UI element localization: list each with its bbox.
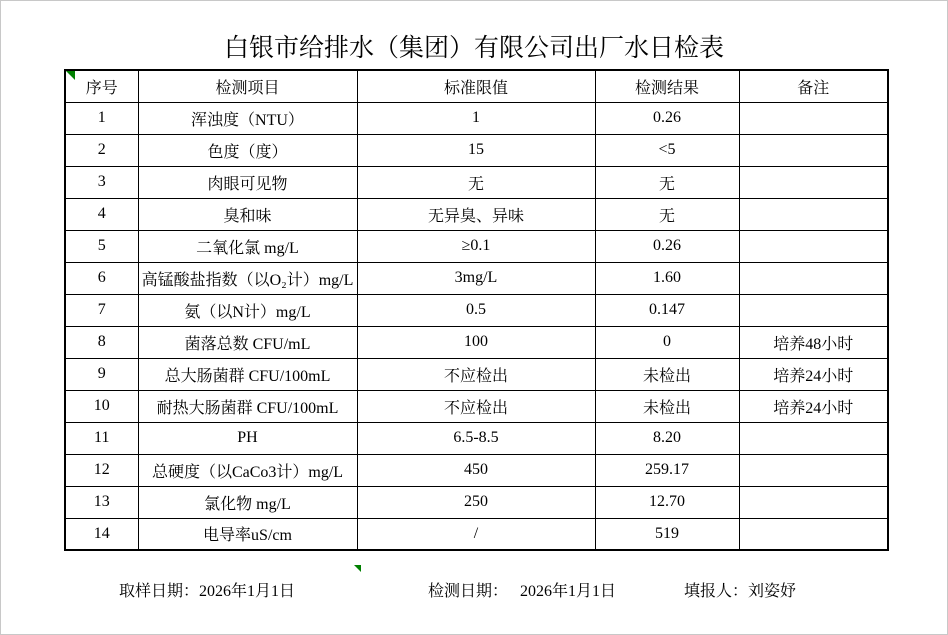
cell-result: 无 [595,166,739,198]
cell-remark [739,230,888,262]
cell-remark [739,294,888,326]
cell-seq: 6 [65,262,138,294]
cell-limit: 无 [357,166,595,198]
page-title: 白银市给排水（集团）有限公司出厂水日检表 [223,35,724,62]
cell-result: 0.26 [595,102,739,134]
testing-date-label: 检测日期： [428,583,509,600]
excel-flag-icon [354,565,361,572]
header-result: 检测结果 [595,70,739,102]
cell-result: 未检出 [595,390,739,422]
cell-result: 0.26 [595,230,739,262]
cell-seq: 13 [65,486,138,518]
table-row [65,102,888,134]
cell-seq: 1 [65,102,138,134]
table-row [65,230,888,262]
cell-remark [739,518,888,550]
cell-remark [739,166,888,198]
cell-remark [739,454,888,486]
cell-limit: / [357,518,595,550]
table-row [65,390,888,422]
cell-remark: 培养24小时 [739,358,888,390]
cell-item: 二氧化氯 mg/L [138,230,357,262]
cell-item: 总大肠菌群 CFU/100mL [138,358,357,390]
footer [1,578,947,600]
cell-limit: 无异臭、异味 [357,198,595,230]
cell-result: 1.60 [595,262,739,294]
header-seq: 序号 [65,70,138,102]
sampling-date-value: 2026年1月1日 [199,583,296,600]
cell-result: 12.70 [595,486,739,518]
cell-limit: 250 [357,486,595,518]
cell-limit: 不应检出 [357,390,595,422]
cell-remark: 培养24小时 [739,390,888,422]
table-row [65,198,888,230]
reporter-name: 刘姿妤 [748,583,797,600]
cell-seq: 14 [65,518,138,550]
cell-limit: 3mg/L [357,262,595,294]
table-row [65,294,888,326]
cell-result: <5 [595,134,739,166]
table-row [65,134,888,166]
cell-item: PH [138,422,357,454]
cell-limit: 450 [357,454,595,486]
cell-remark: 培养48小时 [739,326,888,358]
cell-limit: ≥0.1 [357,230,595,262]
cell-item: 电导率uS/cm [138,518,357,550]
cell-result: 0 [595,326,739,358]
cell-item: 菌落总数 CFU/mL [138,326,357,358]
inspection-table [64,69,889,551]
table-row [65,422,888,454]
sampling-date-label: 取样日期： [119,583,200,600]
table-row [65,326,888,358]
cell-seq: 11 [65,422,138,454]
cell-result: 259.17 [595,454,739,486]
cell-item: 高锰酸盐指数（以O₂计）mg/L [138,262,357,294]
cell-limit: 15 [357,134,595,166]
header-limit: 标准限值 [357,70,595,102]
cell-item: 浑浊度（NTU） [138,102,357,134]
header-remark: 备注 [739,70,888,102]
cell-limit: 1 [357,102,595,134]
cell-result: 8.20 [595,422,739,454]
cell-limit: 不应检出 [357,358,595,390]
cell-seq: 2 [65,134,138,166]
reporter [684,578,796,601]
cell-seq: 7 [65,294,138,326]
table-row [65,518,888,550]
cell-limit: 6.5-8.5 [357,422,595,454]
cell-seq: 4 [65,198,138,230]
cell-remark [739,102,888,134]
cell-seq: 10 [65,390,138,422]
reporter-label: 填报人： [684,583,749,600]
cell-seq: 8 [65,326,138,358]
cell-item: 肉眼可见物 [138,166,357,198]
cell-seq: 12 [65,454,138,486]
table-header-row [65,70,888,102]
sampling-date [119,578,295,601]
cell-limit: 0.5 [357,294,595,326]
cell-item: 色度（度） [138,134,357,166]
cell-remark [739,134,888,166]
testing-date-value: 2026年1月1日 [520,583,617,600]
testing-date [428,578,616,601]
table-row [65,262,888,294]
cell-result: 519 [595,518,739,550]
cell-item: 总硬度（以CaCo3计）mg/L [138,454,357,486]
table-row [65,454,888,486]
cell-item: 氨（以N计）mg/L [138,294,357,326]
header-item: 检测项目 [138,70,357,102]
cell-remark [739,422,888,454]
cell-remark [739,198,888,230]
cell-result: 0.147 [595,294,739,326]
cell-result: 无 [595,198,739,230]
cell-remark [739,262,888,294]
cell-seq: 5 [65,230,138,262]
table-row [65,358,888,390]
cell-remark [739,486,888,518]
cell-result: 未检出 [595,358,739,390]
cell-item: 氯化物 mg/L [138,486,357,518]
table-row [65,166,888,198]
cell-seq: 9 [65,358,138,390]
cell-limit: 100 [357,326,595,358]
cell-seq: 3 [65,166,138,198]
cell-item: 耐热大肠菌群 CFU/100mL [138,390,357,422]
cell-item: 臭和味 [138,198,357,230]
table-row [65,486,888,518]
